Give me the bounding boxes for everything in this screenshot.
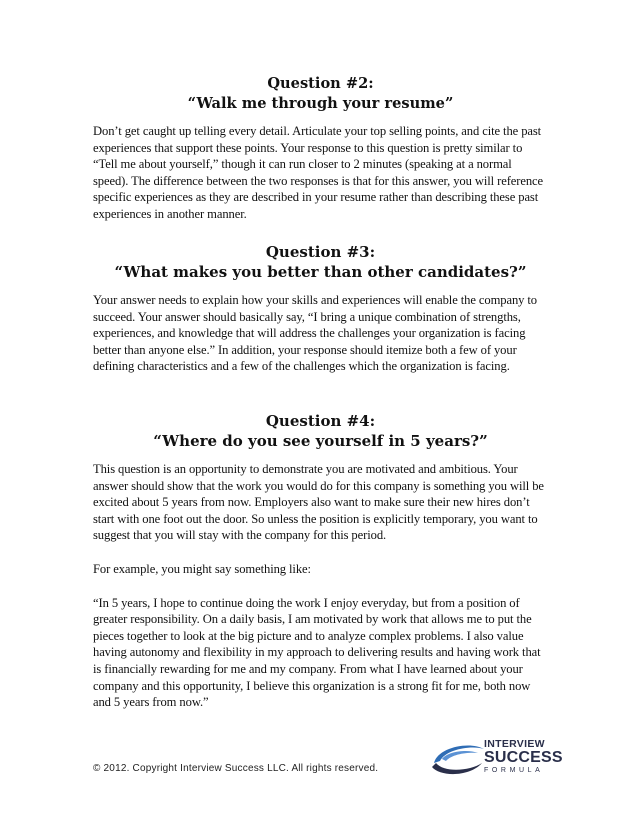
question-4-section [93, 411, 548, 711]
question-4-title: “Where do you see yourself in 5 years?” [153, 432, 488, 450]
logo-line-formula: FORMULA [484, 767, 544, 774]
question-2-answer: Don’t get caught up telling every detail. Articulate your top selling points, and cite the past experiences that support these points. Your response to this question is pretty similar to “Tell me about yourself,” though it can run closer to 2 minutes (speaking at a normal speed). The difference between the two responses is that for this answer, you will reference specific experiences as they are described in your resume rather than describing these past experiences in another manner. [93, 124, 544, 221]
question-4-example-intro: For example, you might say something like: [93, 561, 311, 576]
question-2-number: Question #2: [267, 75, 374, 92]
question-4-answer: This question is an opportunity to demonstrate you are motivated and ambitious. Your answer should show that the work you would do for this company is something you will be excited about 5 years from now. Employers also want to make sure their new hires don’t start with one foot out the door. So unless the position is explicitly temporary, you want to suggest that you will stay with the company for this period. [93, 462, 544, 543]
logo-wordmark [484, 739, 563, 775]
question-3-title: “What makes you better than other candidates?” [114, 263, 527, 281]
question-4-number: Question #4: [265, 412, 376, 430]
question-2-section [93, 74, 548, 223]
question-3-section [93, 242, 548, 375]
logo-line-success: SUCCESS [484, 749, 563, 766]
copyright-footer: © 2012. Copyright Interview Success LLC. All rights reserved. [93, 763, 379, 774]
paragraph-gap [93, 544, 548, 561]
paragraph-gap [93, 578, 548, 595]
question-2-title: “Walk me through your resume” [187, 95, 454, 112]
logo-line-interview: INTERVIEW [484, 738, 545, 750]
question-4-example-quote: “In 5 years, I hope to continue doing the work I enjoy everyday, but from a position of greater responsibility. On a daily basis, I am motivated by work that allows me to put the pieces together to look at the big picture and to analyze complex problems. I also value having autonomy and flexibility in my approach to delivering results and having work that is financially rewarding for me and my company. From what I have learned about your company and this opportunity, I believe this organization is a strong fit for me, both now and 5 years from now.” [93, 595, 541, 710]
question-3-answer: Your answer needs to explain how your skills and experiences will enable the company to succeed. Your answer should basically say, “I bring a unique combination of strengths, experiences, and knowledge that will address the challenges your organization is facing better than anyone else.” In addition, your response should itemize both a few of your defining characteristics and a few of the challenges which the organization is facing. [93, 293, 537, 374]
swoosh-logo-icon [430, 737, 486, 781]
question-3-number: Question #3: [265, 243, 376, 261]
interview-success-logo [430, 737, 563, 781]
